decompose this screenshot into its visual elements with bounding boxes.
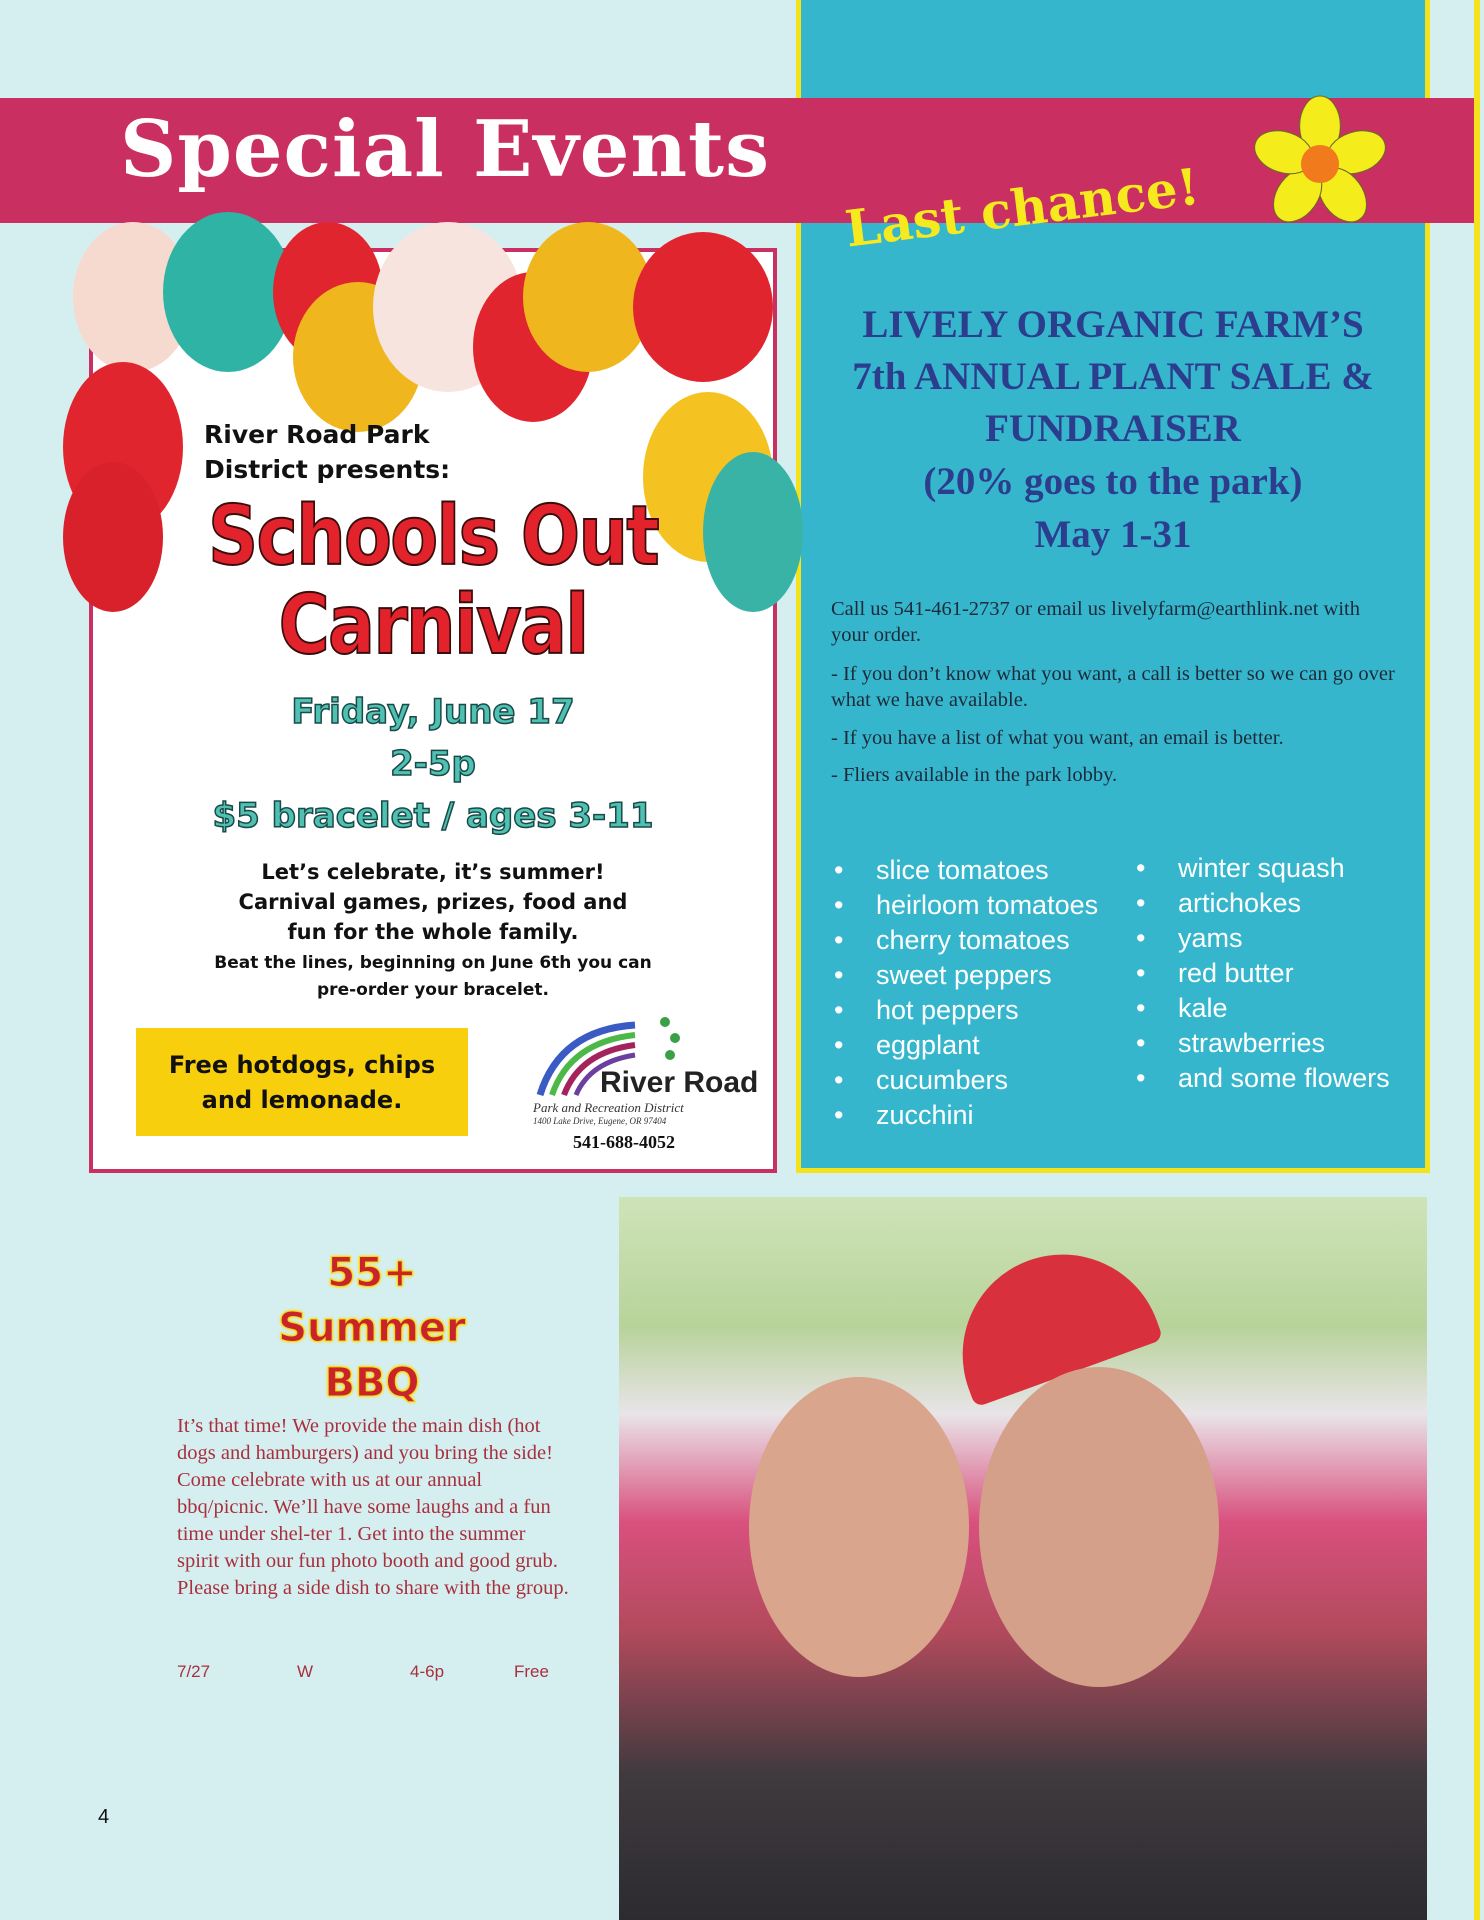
- flyer-body-line: fun for the whole family.: [287, 920, 579, 944]
- list-item-label: winter squash: [1178, 853, 1345, 883]
- plant-list-col2: [1132, 851, 1390, 1096]
- list-item: [830, 923, 1098, 958]
- yellow-stripe: [1474, 0, 1480, 1920]
- list-item-label: zucchini: [876, 1100, 974, 1130]
- flyer-title: Carnival: [278, 578, 588, 673]
- list-item: [1132, 1026, 1390, 1061]
- bullet-icon: •: [1136, 1028, 1146, 1058]
- couple-photo: [619, 1197, 1427, 1920]
- presenter-line: River Road Park: [204, 420, 430, 449]
- contact-info: Call us 541-461-2737 or email us livelyfarm@earthlink.net with your order.: [831, 598, 1360, 646]
- bullet-icon: •: [1136, 958, 1146, 988]
- bullet-icon: •: [834, 1065, 844, 1095]
- bullet-icon: •: [1136, 853, 1146, 883]
- bbq-time: 4-6p: [410, 1662, 445, 1681]
- event-date: Friday, June 17: [291, 692, 575, 732]
- logo-name: River Road: [600, 1066, 759, 1099]
- bbq-date: 7/27: [177, 1662, 211, 1681]
- balloon-decoration: [633, 232, 773, 382]
- bullet-icon: •: [834, 855, 844, 885]
- flyer-body-line: Carnival games, prizes, food and: [238, 890, 628, 914]
- list-item: [1132, 991, 1390, 1026]
- bbq-day: W: [297, 1662, 314, 1681]
- bullet-icon: •: [1136, 923, 1146, 953]
- list-item: [1132, 956, 1390, 991]
- list-item: [830, 888, 1098, 923]
- list-item-label: and some flowers: [1178, 1063, 1390, 1093]
- bullet-icon: •: [834, 1100, 844, 1130]
- list-item: [830, 853, 1098, 888]
- list-item-label: heirloom tomatoes: [876, 890, 1099, 920]
- bbq-title: BBQ: [324, 1360, 420, 1406]
- bullet-icon: •: [1136, 993, 1146, 1023]
- list-item-label: yams: [1178, 923, 1243, 953]
- list-item: [1132, 1061, 1390, 1096]
- logo-subtitle: Park and Recreation District: [533, 1100, 684, 1115]
- bullet-icon: •: [834, 960, 844, 990]
- event-price: $5 bracelet / ages 3-11: [212, 796, 654, 836]
- list-item: [830, 1098, 1098, 1133]
- plant-list-col1: [830, 853, 1098, 1133]
- page-number: 4: [98, 1806, 110, 1828]
- bbq-title: 55+: [327, 1250, 417, 1296]
- preorder-line: Beat the lines, beginning on June 6th you can: [214, 953, 652, 973]
- list-item-label: slice tomatoes: [876, 855, 1049, 885]
- face-shape: [749, 1377, 969, 1677]
- bullet-icon: •: [834, 1030, 844, 1060]
- bullet-icon: •: [1136, 1063, 1146, 1093]
- flyer-body-line: Let’s celebrate, it’s summer!: [261, 860, 605, 884]
- plant-sale-dates: May 1-31: [1034, 513, 1192, 556]
- bullet-icon: •: [834, 925, 844, 955]
- list-item: [830, 1063, 1098, 1098]
- list-item-label: hot peppers: [876, 995, 1019, 1025]
- bbq-description: It’s that time! We provide the main dish (hot dogs and hamburgers) and you bring the side! Come celebrate with us at our annual bbq/picnic. We’ll have some laughs and a fun time under shel-ter 1. Get into the summer spirit with our fun photo booth and good grub. Please bring a side dish to share with the group.: [177, 1415, 569, 1599]
- list-item-label: cucumbers: [876, 1065, 1009, 1095]
- event-time: 2-5p: [390, 744, 476, 784]
- note: - Fliers available in the park lobby.: [831, 764, 1118, 786]
- flower-icon: [1252, 96, 1388, 232]
- plant-sale-heading: 7th ANNUAL PLANT SALE &: [852, 355, 1374, 398]
- plant-sale-heading: FUNDRAISER: [985, 407, 1241, 450]
- bbq-cost: Free: [514, 1662, 549, 1681]
- bbq-title: Summer: [278, 1305, 466, 1351]
- bullet-icon: •: [1136, 888, 1146, 918]
- plant-sale-heading: LIVELY ORGANIC FARM’S: [862, 303, 1364, 346]
- presenter-line: District presents:: [204, 455, 451, 484]
- list-item: [1132, 921, 1390, 956]
- page-title: Special Events: [120, 104, 770, 195]
- list-item-label: artichokes: [1178, 888, 1302, 918]
- list-item-label: sweet peppers: [876, 960, 1052, 990]
- river-road-logo-icon: [530, 1010, 759, 1100]
- list-item-label: cherry tomatoes: [876, 925, 1070, 955]
- list-item: [830, 958, 1098, 993]
- list-item: [1132, 886, 1390, 921]
- free-food-line: and lemonade.: [201, 1086, 403, 1114]
- flyer-phone: 541-688-4052: [573, 1132, 675, 1152]
- preorder-line: pre-order your bracelet.: [317, 980, 549, 1000]
- note: - If you don’t know what you want, a call is better so we can go over what we have available.: [831, 663, 1395, 711]
- bullet-icon: •: [834, 995, 844, 1025]
- list-item-label: red butter: [1178, 958, 1294, 988]
- bullet-icon: •: [834, 890, 844, 920]
- list-item-label: eggplant: [876, 1030, 980, 1060]
- flyer-title: Schools Out: [207, 489, 659, 584]
- free-food-line: Free hotdogs, chips: [168, 1051, 436, 1079]
- carnival-flyer: [89, 248, 777, 1173]
- flyer-body: [93, 857, 773, 947]
- note: - If you have a list of what you want, an email is better.: [831, 727, 1284, 749]
- free-food-box: [136, 1028, 468, 1136]
- face-shape: [979, 1367, 1219, 1687]
- plant-sale-heading: (20% goes to the park): [923, 460, 1303, 503]
- list-item-label: strawberries: [1178, 1028, 1326, 1058]
- preorder-note: [93, 950, 773, 1004]
- list-item: [830, 1028, 1098, 1063]
- last-chance-tagline: Last chance!: [842, 156, 1203, 259]
- list-item: [830, 993, 1098, 1028]
- logo-address: 1400 Lake Drive, Eugene, OR 97404: [533, 1116, 667, 1126]
- list-item-label: kale: [1178, 993, 1228, 1023]
- list-item: [1132, 851, 1390, 886]
